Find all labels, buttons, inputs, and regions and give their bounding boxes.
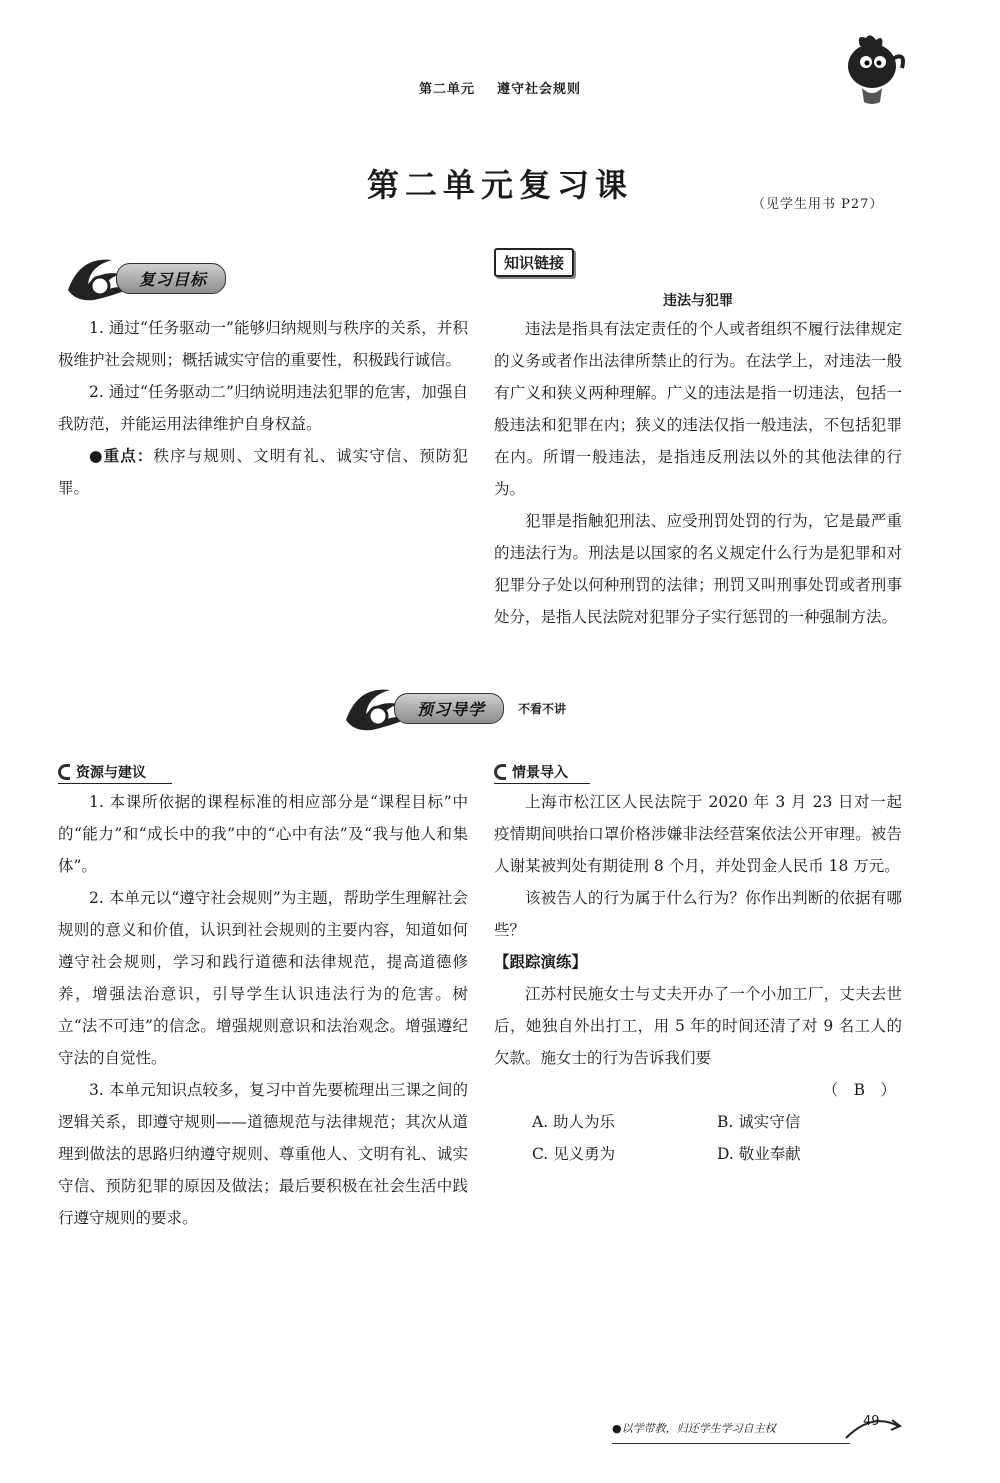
knowledge-link-label: 知识链接 [494, 248, 574, 277]
preview-tag: 不看不讲 [518, 701, 567, 716]
review-goal-1: 1. 通过“任务驱动一”能够归纳规则与秩序的关系，并积极维护社会规则；概括诚实守信的重要性，积极践行诚信。 [58, 319, 468, 369]
resource-item-1: 1. 本课所依据的课程标准的相应部分是“课程目标”中的“能力”和“成长中的我”中的“心中有法”及“我与他人和集体”。 [58, 793, 468, 875]
option-d: D. 敬业奉献 [717, 1145, 801, 1163]
preview-banner [338, 680, 566, 736]
reference-note: （见学生用书 P27） [752, 197, 884, 212]
knowledge-paragraph-1: 违法是指具有法定责任的个人或者组织不履行法律规定的义务或者作出法律所禁止的行为。在法学上，对违法一般有广义和狭义两种理解。广义的违法是指一切违法，包括一般违法和犯罪在内；狭义的违法仅指一般违法，不包括犯罪在内。所谓一般违法，是指违反刑法以外的其他法律的行为。 [494, 320, 902, 498]
unit-number: 第二单元 [418, 82, 475, 97]
resources-text [58, 786, 468, 1234]
footer-rule [612, 1443, 850, 1444]
knowledge-link-text [494, 313, 902, 633]
page-number: 49 [863, 1414, 880, 1429]
scenario-text [494, 786, 902, 1170]
review-goals-banner [60, 250, 226, 306]
review-goal-2: 2. 通过“任务驱动二”归纳说明违法犯罪的危害，加强自我防范，并能运用法律维护自身权益。 [58, 383, 468, 433]
resources-heading [58, 762, 172, 784]
page-title: 第二单元复习课 [366, 166, 633, 204]
resources-heading-text: 资源与建议 [76, 765, 146, 781]
resource-item-3: 3. 本单元知识点较多，复习中首先要梳理出三课之间的逻辑关系，即遵守规则——道德规范与法律规范；其次从道理到做法的思路归纳遵守规则、尊重他人、文明有礼、诚实守信、预防犯罪的原因及做法；最后要积极在社会生活中践行遵守规则的要求。 [58, 1081, 468, 1227]
key-points-label: ●重点： [89, 447, 154, 465]
knowledge-paragraph-2: 犯罪是指触犯刑法、应受刑罚处罚的行为，它是最严重的违法行为。刑法是以国家的名义规定什么行为是犯罪和对犯罪分子处以何种刑罚的法律；刑罚又叫刑事处罚或者刑事处分，是指人民法院对犯罪分子实行惩罚的一种强制方法。 [494, 512, 902, 626]
footer-motto: ●以学带教，归还学生学习自主权 [612, 1422, 776, 1435]
scenario-heading-text: 情景导入 [512, 765, 568, 781]
preview-label: 预习导学 [394, 693, 504, 724]
option-c: C. 见义勇为 [532, 1145, 616, 1163]
review-goals-text [58, 312, 468, 504]
resource-item-2: 2. 本单元以“遵守社会规则”为主题，帮助学生理解社会规则的意义和价值，认识到社会规则的主要内容，知道如何遵守社会规则，学习和践行道德和法律规范，提高道德修养，增强法治意识，引导学生认识违法行为的危害。树立“法不可违”的信念。增强规则意识和法治观念。增强遵纪守法的自觉性。 [58, 889, 468, 1067]
bracket-icon [494, 764, 506, 780]
key-points-text: 秩序与规则、文明有礼、诚实守信、预防犯罪。 [58, 447, 468, 497]
scenario-heading [494, 762, 590, 784]
mascot-icon [832, 28, 912, 108]
option-a: A. 助人为乐 [532, 1113, 616, 1131]
option-b: B. 诚实守信 [717, 1113, 801, 1131]
scenario-question: 该被告人的行为属于什么行为？你作出判断的依据有哪些？ [494, 889, 902, 939]
knowledge-link-subtitle: 违法与犯罪 [663, 293, 733, 309]
answer-bracket: （ B ） [822, 1081, 896, 1099]
bracket-icon [58, 764, 70, 780]
scenario-paragraph-1: 上海市松江区人民法院于 2020 年 3 月 23 日对一起疫情期间哄抬口罩价格涉嫌非法经营案依法公开审理。被告人谢某被判处有期徒刑 8 个月，并处罚金人民币 18 万元。 [494, 793, 902, 875]
unit-title: 遵守社会规则 [497, 82, 582, 97]
answer-options [494, 1106, 902, 1170]
practice-label: 【跟踪演练】 [494, 953, 588, 971]
practice-question: 江苏村民施女士与丈夫开办了一个小加工厂，丈夫去世后，她独自外出打工，用 5 年的时间还清了对 9 名工人的欠款。施女士的行为告诉我们要 [494, 985, 902, 1067]
review-goals-label: 复习目标 [116, 263, 226, 294]
